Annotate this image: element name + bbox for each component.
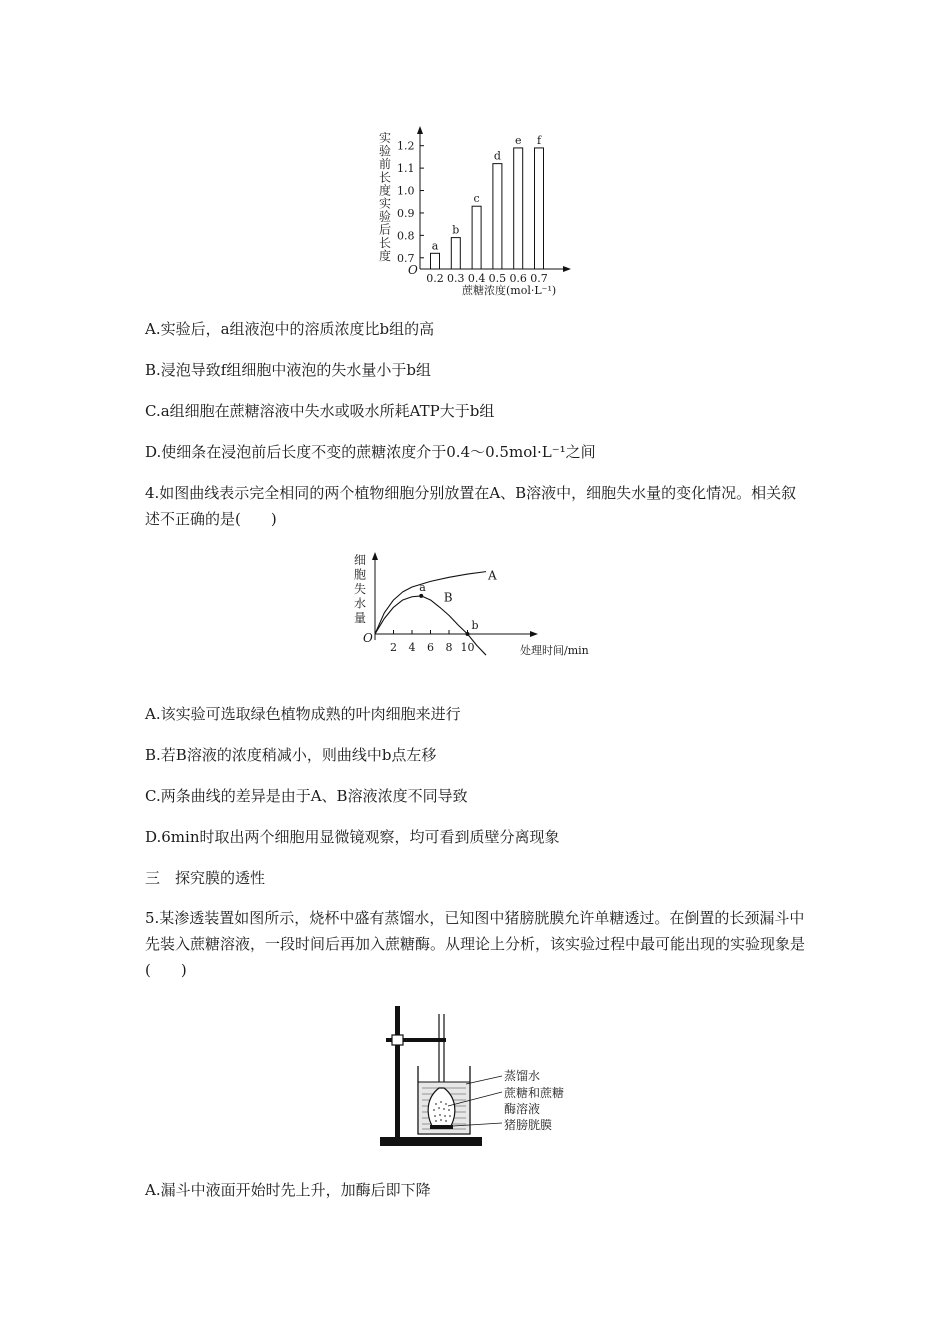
line-chart-y-axis-label [354,553,366,625]
q4-option-c: C.两条曲线的差异是由于A、B溶液浓度不同导致 [145,787,468,805]
bar-chart-y-tick-label: 1.2 [397,139,415,153]
line-chart-x-tick-label: 4 [408,641,416,654]
bar-data-label: c [473,192,480,206]
q4-option-a: A.该实验可选取绿色植物成熟的叶肉细胞来进行 [145,705,461,723]
bar-e [514,148,523,269]
line-chart-y-arrow [372,552,378,560]
bar-c [472,206,481,269]
curve-A [375,572,486,634]
bar-chart-y-label-char: 长 [379,235,392,250]
bar-chart-y-label-char: 实 [379,131,392,145]
bar-chart-x-tick-label: 0.2 [426,272,444,285]
point-label: b [471,619,479,632]
bar-chart-x-arrow [563,266,571,272]
bar-data-label: e [514,133,522,147]
line-chart-y-label-char: 量 [354,611,367,625]
curve-label-A: A [488,568,497,583]
bar-chart-y-label-char: 前 [379,157,392,172]
line-chart-x-tick-label: 6 [427,641,434,654]
bar-data-label: d [493,149,501,163]
bar-chart-y-tick-label: 0.7 [397,251,415,265]
point-a [419,594,423,598]
bar-chart-y-label-char: 度 [379,248,392,263]
bar-data-label: b [452,223,460,237]
stand-base [380,1137,482,1146]
line-chart-origin: O [363,631,373,645]
stand-pole [395,1006,400,1138]
q4-stem: 4.如图曲线表示完全相同的两个植物细胞分别放置在A、B溶液中，细胞失水量的变化情况。相关叙述不正确的是( ) [145,484,797,528]
bar-a [431,253,440,269]
bar-f [535,148,544,269]
bar-chart-y-label-char: 实 [379,196,392,211]
bladder-membrane [430,1125,453,1129]
bar-chart-y-tick-label: 1.1 [397,162,415,176]
osmosis-apparatus-figure [378,1002,578,1150]
line-chart-y-label-char: 胞 [354,567,367,582]
line-chart-y-label-char: 水 [354,596,367,611]
bar-data-label: f [536,133,542,147]
q4-option-b: B.若B溶液的浓度稍减小，则曲线中b点左移 [145,746,437,764]
label-distilled-water: 蒸馏水 [504,1069,541,1083]
bar-chart-x-tick-label: 0.4 [467,272,486,285]
bar-chart-x-tick-label: 0.6 [509,272,527,285]
line-chart-x-axis-label: 处理时间/min [520,644,589,657]
label-bladder-membrane: 猪膀胱膜 [504,1118,553,1132]
q3-option-a: A.实验后，a组液泡中的溶质浓度比b组的高 [145,320,435,338]
bar-chart-x-tick-label: 0.3 [447,272,465,285]
bar-b [451,238,460,269]
bar-chart-x-axis-label: 蔗糖浓度(mol·L⁻¹) [462,284,557,297]
bar-chart-y-tick-label: 0.8 [397,229,415,243]
bar-chart-x-tick-label: 0.5 [488,272,507,285]
bar-data-label: a [431,239,439,253]
bar-chart-x-tick-label: 0.7 [530,272,548,285]
line-chart-x-tick-label: 10 [460,641,475,654]
q3-option-b: B.浸泡导致f组细胞中液泡的失水量小于b组 [145,361,431,379]
point-b [466,632,470,636]
line-chart-y-label-char: 细 [354,553,367,567]
line-chart-x-tick-label: 8 [445,641,453,654]
q5-stem: 5.某渗透装置如图所示，烧杯中盛有蒸馏水，已知图中猪膀胱膜允许单糖透过。在倒置的长颈漏斗中先装入蔗糖溶液，一段时间后再加入蔗糖酶。从理论上分析，该实验过程中最可能出现的实验现象是( ) [145,909,806,979]
q5-option-a: A.漏斗中液面开始时先上升，加酶后即下降 [145,1181,431,1199]
curve-label-B: B [443,590,453,605]
bar-chart-origin: O [408,263,418,277]
bar-chart-y-axis-label [379,131,391,263]
bar-chart-y-label-char: 度 [379,183,392,198]
bar-chart-y-arrow [417,126,423,134]
bar-chart-y-label-char: 长 [379,170,392,185]
line-chart-x-arrow [530,631,538,637]
q3-option-c: C.a组细胞在蔗糖溶液中失水或吸水所耗ATP大于b组 [145,402,495,420]
stand-clamp-block [392,1035,403,1045]
bar-chart-y-label-char: 验 [379,144,392,159]
bar-chart-y-label-char: 验 [379,209,392,224]
section-heading: 三 探究膜的透性 [145,869,266,887]
q4-option-d: D.6min时取出两个细胞用显微镜观察，均可看到质壁分离现象 [145,828,560,846]
line-chart-x-tick-label: 2 [390,641,397,654]
sucrose-bar-chart [370,122,585,300]
leader-water [466,1076,502,1084]
water-loss-line-chart [350,550,605,668]
q3-option-d: D.使细条在浸泡前后长度不变的蔗糖浓度介于0.4～0.5mol·L⁻¹之间 [145,443,596,461]
point-label: a [419,580,426,594]
bar-chart-y-tick-label: 0.9 [397,206,415,220]
bar-chart-y-tick-label: 1.0 [397,184,415,198]
label-sucrose-line1: 蔗糖和蔗糖 [504,1086,565,1100]
label-sucrose-line2: 酶溶液 [504,1102,541,1116]
bar-chart-y-label-char: 后 [379,222,392,237]
bar-d [493,164,502,269]
line-chart-y-label-char: 失 [354,582,367,596]
